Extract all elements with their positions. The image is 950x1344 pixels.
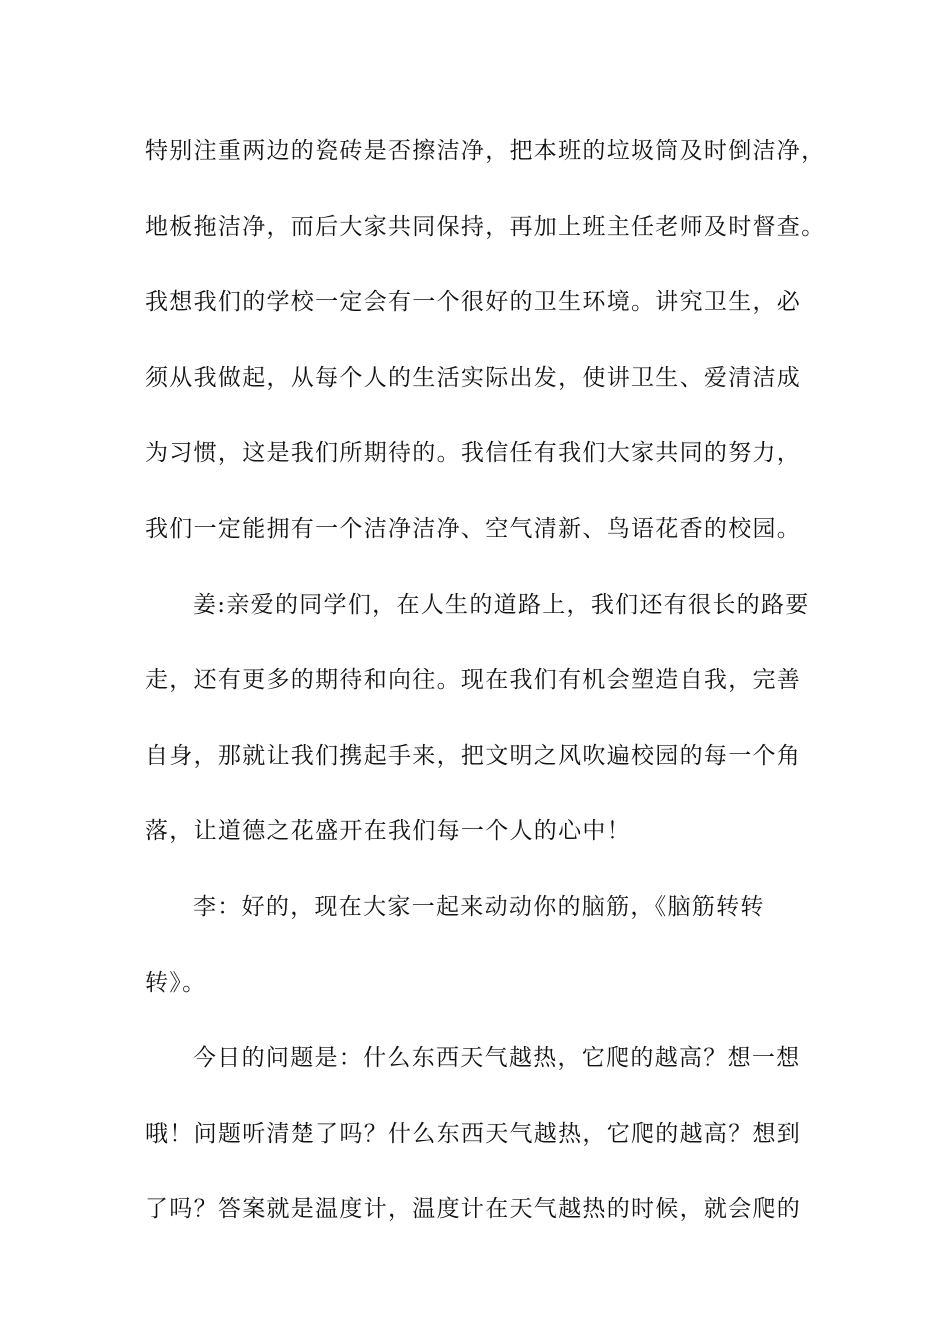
text-line: 我想我们的学校一定会有一个很好的卫生环境。讲究卫生，必: [145, 289, 802, 316]
text-line: 哦！问题听清楚了吗？什么东西天气越热，它爬的越高？想到: [145, 1120, 802, 1147]
paragraph-start-line: 姜:亲爱的同学们，在人生的道路上，我们还有很长的路要: [193, 591, 810, 618]
text-line: 落，让道德之花盛开在我们每一个人的心中！: [145, 818, 631, 845]
body-text: [145, 127, 835, 1261]
paragraph-start-line: 今日的问题是：什么东西天气越热，它爬的越高？想一想: [193, 1045, 801, 1072]
text-line: 走，还有更多的期待和向往。现在我们有机会塑造自我，完善: [145, 667, 802, 694]
text-line: 转》。: [145, 969, 207, 996]
text-line: 了吗？答案就是温度计，温度计在天气越热的时候，就会爬的: [145, 1196, 802, 1223]
text-line: 地板拖洁净，而后大家共同保持，再加上班主任老师及时督查。: [145, 213, 826, 240]
text-line: 我们一定能拥有一个洁净洁净、空气清新、鸟语花香的校园。: [145, 515, 802, 542]
text-line: 自身，那就让我们携起手来，把文明之风吹遍校园的每一个角: [145, 742, 802, 769]
text-line: 须从我做起，从每个人的生活实际出发，使讲卫生、爱清洁成: [145, 364, 802, 391]
text-line: 特别注重两边的瓷砖是否擦洁净，把本班的垃圾筒及时倒洁净，: [145, 138, 826, 164]
text-line: 为习惯，这是我们所期待的。我信任有我们大家共同的努力，: [145, 440, 802, 467]
paragraph-start-line: 李：好的，现在大家一起来动动你的脑筋，《脑筋转转: [193, 893, 765, 920]
